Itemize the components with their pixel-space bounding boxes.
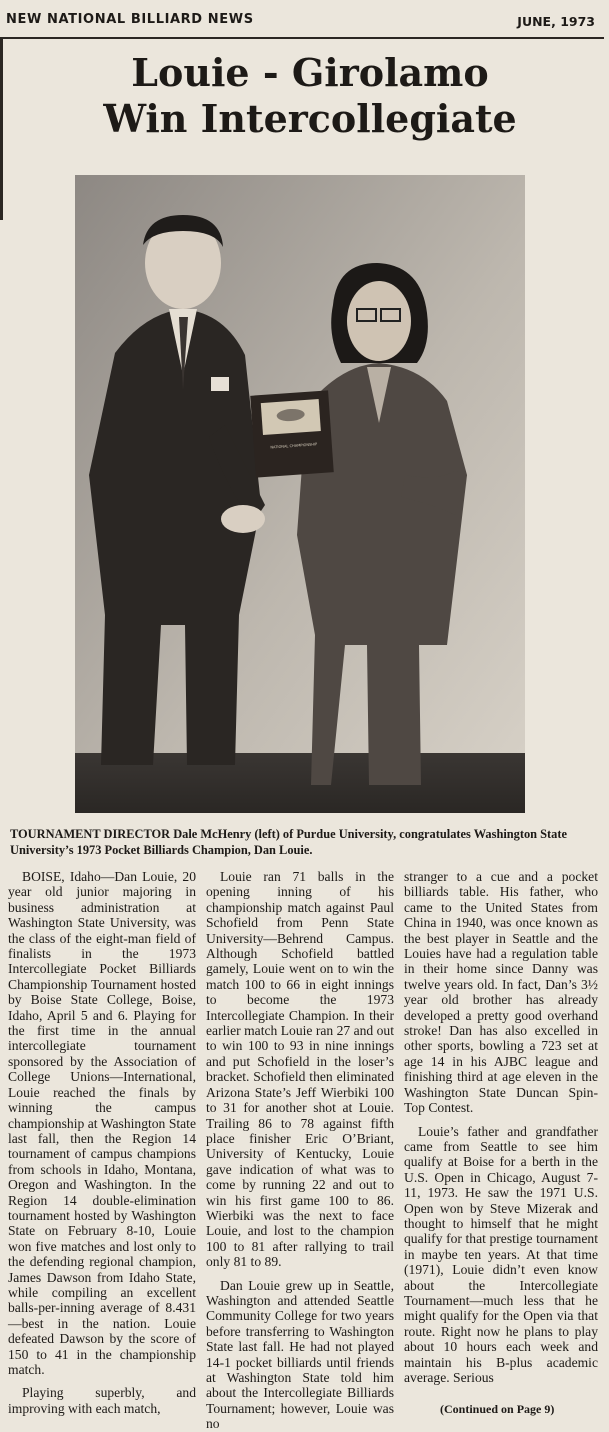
issue-date: JUNE, 1973 [517,14,595,29]
continued-note: (Continued on Page 9) [440,1402,555,1416]
article-paragraph: Louie ran 71 balls in the opening inning of his championship match against Paul Schofield from Penn State University—Behrend Campus. Although Schofield battled gamely, Louie went on to win the match 100 to 66 in eight innings to become the 1973 Intercollegiate Champion. In their earlier match Louie ran 27 and out to win 100 to 93 in nine innings and put Schofield in the loser’s bracket. Schofield then eliminated Arizona State’s Jeff Wierbiki 100 to 31 for another shot at Louie. Trailing 86 to 78 against fifth place finisher Eric O’Briant, University of Kentucky, Louie gave indication of what was to come by running 22 and out to win his first game 100 to 86. Wierbiki was the next to face Louie, and lost to the champion 100 to 81 after rallying to trail only 81 to 89. [206,869,394,1270]
headline-line-1: Louie - Girolamo [131,50,489,95]
plaque [250,390,334,477]
article-paragraph: Dan Louie grew up in Seattle, Washington and attended Seattle Community College for two years before transferring to Washington State last fall. He had not played 14-1 pocket billiards until friends at Washington State told him about the Intercollegiate Billiards Tournament; however, Louie was no [206,1277,394,1432]
left-border-bar [0,37,3,220]
caption-lead: TOURNAMENT DIRECTOR [10,827,171,841]
article-column-2 [206,869,394,1432]
article-paragraph: Playing superbly, and improving with each match, [8,1385,196,1416]
photo [75,175,525,813]
photo-caption [10,826,602,858]
header-rule [0,37,604,39]
article-paragraph: BOISE, Idaho—Dan Louie, 20 year old junior majoring in business administration at Washington State University, was the class of the eight-man field of finalists in the 1973 Intercollegiate Pocket Billiards Championship Tournament hosted by Boise State College, Boise, Idaho, April 5 and 6. Playing for the first time in the annual intercollegiate tournament sponsored by the Association of College Unions—International, Louie reached the finals by winning the campus championship at Washington State last fall, then the Region 14 tournament of campus champions from schools in Idaho, Montana, Oregon and Washington. In the Region 14 double-elimination tournament hosted by Washington State on February 8-10, Louie won five matches and lost only to the defending regional champion, James Dawson from Idaho State, while compiling an excellent balls-per-inning average of 8.431—best in the nation. Louie defeated Dawson by the score of 150 to 41 in the championship match. [8,869,196,1377]
article-column-3 [404,869,598,1385]
page-header [0,0,609,38]
caption-text: Dale McHenry (left) of Purdue University, congratulates Washington State University’s 1973 Pocket Billiards Champion, Dan Louie. [10,827,568,857]
article-column-1 [8,869,196,1416]
publication-name: NEW NATIONAL BILLIARD NEWS [6,12,254,27]
article-paragraph: Louie’s father and grandfather came from Seattle to see him qualify at Boise for a berth in the U.S. Open in Chicago, August 7-11, 1973. He saw the 1971 U.S. Open won by Steve Mizerak and thought to himself that he might qualify for that prestige tournament in maybe ten years. At that time (1971), Louie didn’t even know about the Intercollegiate Tournament—much less that he might qualify for the Open via that route. Right now he plans to play about 10 hours each week and maintain his B-plus academic average. Serious [404,1123,598,1385]
photo-illustration [75,175,525,813]
headline-line-2: Win Intercollegiate [103,96,517,141]
handshake [221,505,265,533]
article-paragraph: stranger to a cue and a pocket billiards table. His father, who came to the United States from China in 1940, was once known as the best player in Seattle and the Louies have had a regulation table in their home since Danny was twelve years old. In fact, Dan’s 3½ year old brother has already developed a pretty good overhand stroke! Dan has also excelled in other sports, bowling a 723 set at age 14 in his AJBC league and finishing third at age eleven in the Washington State Duncan Spin-Top Contest. [404,869,598,1116]
headline [40,50,580,142]
plaque-text: NATIONAL CHAMPIONSHIP [270,442,318,450]
